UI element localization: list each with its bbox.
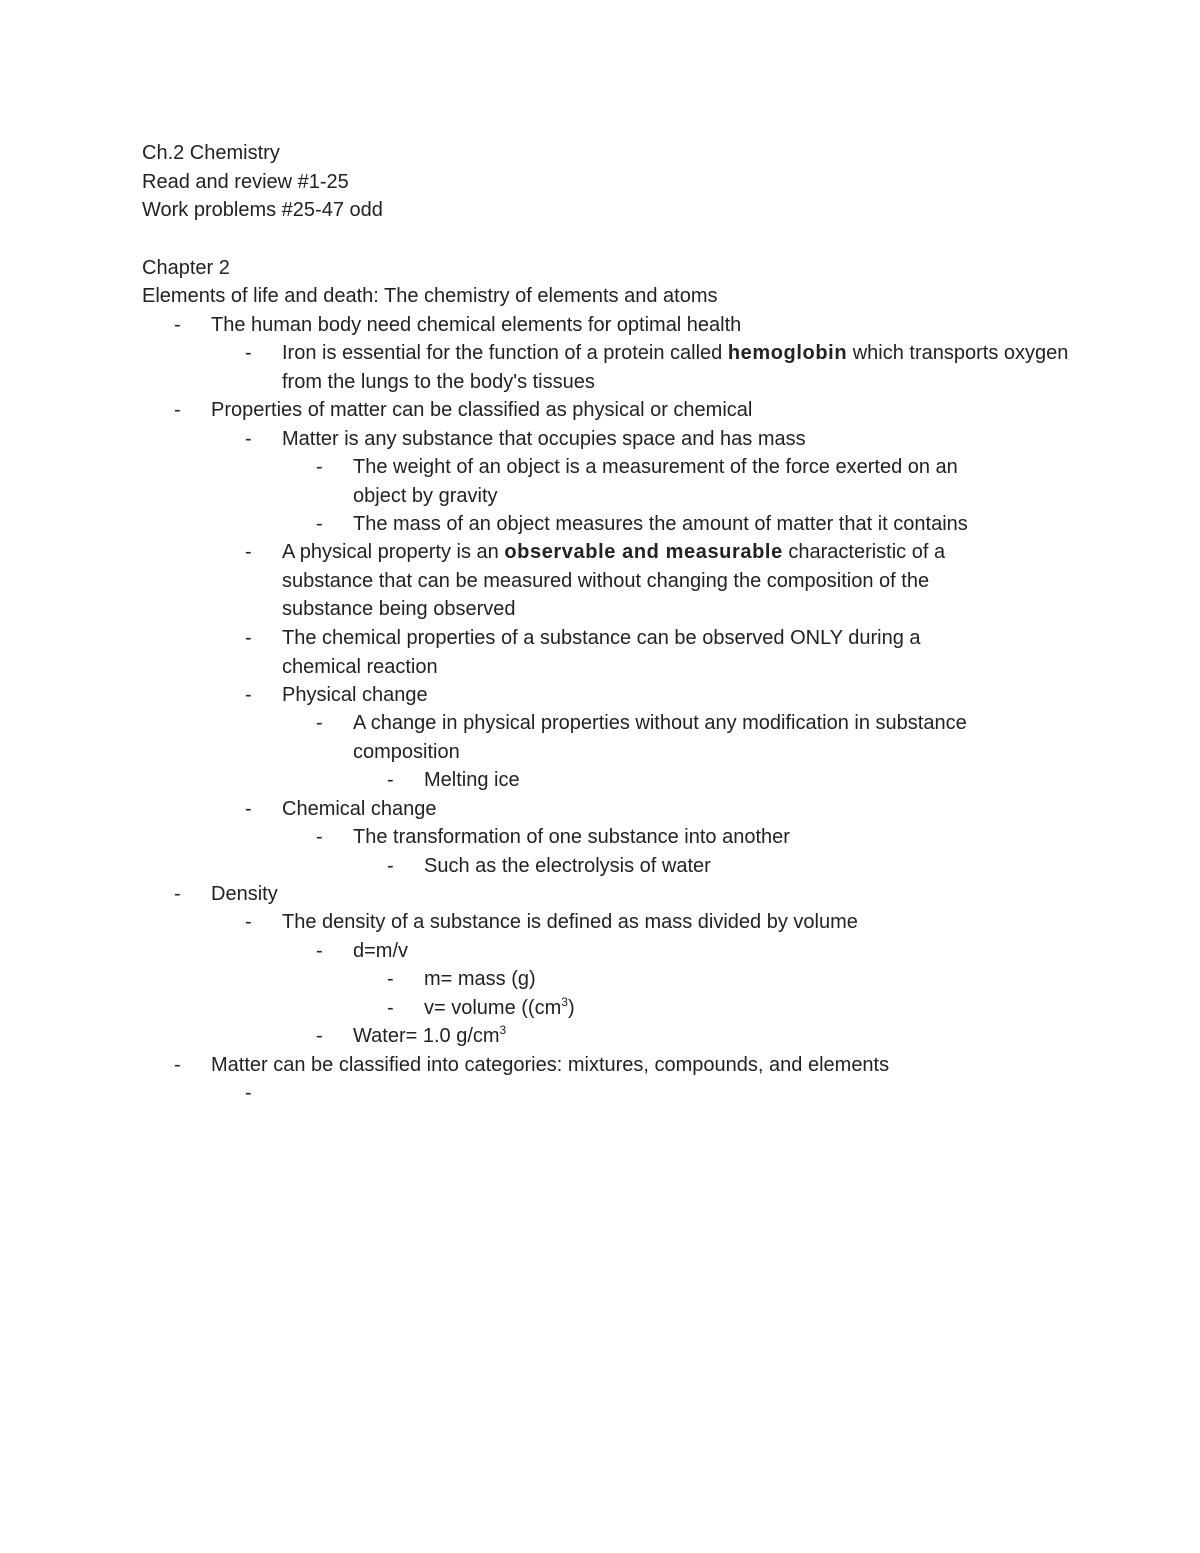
bold-term: hemoglobin — [727, 342, 848, 364]
note-item — [282, 339, 1072, 396]
note-item: Properties of matter can be classified as physical or chemical — [211, 399, 753, 421]
bullet-marker: - — [316, 712, 323, 734]
bullet-marker: - — [245, 627, 252, 649]
note-text: Water= 1.0 g/cm — [353, 1025, 500, 1047]
note-item — [353, 1022, 953, 1051]
bullet-marker: - — [387, 968, 394, 990]
note-item — [424, 994, 1024, 1023]
superscript: 3 — [561, 995, 568, 1009]
bullet-marker: - — [245, 798, 252, 820]
bullet-marker: - — [387, 997, 394, 1019]
doc-title: Ch.2 Chemistry — [142, 142, 280, 164]
bullet-marker: - — [387, 769, 394, 791]
note-item: The transformation of one substance into another — [353, 826, 790, 848]
note-item: Chemical change — [282, 798, 437, 820]
note-item — [282, 538, 992, 624]
note-text: ) — [567, 997, 575, 1019]
note-item: d=m/v — [353, 940, 409, 962]
note-text: Iron is essential for the function of a protein called — [282, 342, 728, 364]
bullet-marker: - — [174, 399, 181, 421]
reading-assignment: Read and review #1-25 — [142, 171, 349, 193]
bullet-marker: - — [174, 1054, 181, 1076]
note-item: The density of a substance is defined as mass divided by volume — [282, 911, 858, 933]
bullet-marker: - — [316, 940, 323, 962]
note-text: characteristic of a substance that can be measured without changing the composition of the substance being observed — [282, 541, 946, 620]
bullet-marker: - — [174, 314, 181, 336]
bullet-marker: - — [245, 911, 252, 933]
bullet-marker: - — [316, 826, 323, 848]
bullet-marker: - — [245, 428, 252, 450]
note-item: Physical change — [282, 684, 428, 706]
note-item: Melting ice — [424, 769, 520, 791]
note-item: The mass of an object measures the amount of matter that it contains — [353, 513, 968, 535]
note-item: A change in physical properties without any modification in substance composition — [353, 712, 967, 763]
note-item: Matter is any substance that occupies space and has mass — [282, 428, 806, 450]
bullet-marker: - — [245, 684, 252, 706]
bullet-marker: - — [245, 541, 252, 563]
chapter-subtitle: Elements of life and death: The chemistry of elements and atoms — [142, 285, 718, 307]
bullet-marker: - — [387, 855, 394, 877]
superscript: 3 — [499, 1023, 507, 1037]
bullet-marker: - — [316, 456, 323, 478]
bullet-marker: - — [174, 883, 181, 905]
note-item: The chemical properties of a substance can be observed ONLY during a chemical reaction — [282, 627, 921, 678]
bullet-marker: - — [245, 342, 252, 364]
note-text: which transports oxygen from the lungs to the body's tissues — [282, 342, 1069, 393]
bullet-marker: - — [316, 1025, 323, 1047]
note-item: The weight of an object is a measurement of the force exerted on an object by gravity — [353, 456, 958, 507]
problem-assignment: Work problems #25-47 odd — [142, 199, 383, 221]
bullet-marker: - — [316, 513, 323, 535]
note-item: Such as the electrolysis of water — [424, 855, 711, 877]
bullet-marker: - — [245, 1082, 252, 1104]
bold-term: observable and measurable — [504, 541, 783, 563]
note-item: m= mass (g) — [424, 968, 536, 990]
note-text: A physical property is an — [282, 541, 505, 563]
chapter-heading: Chapter 2 — [142, 257, 230, 279]
note-item: Matter can be classified into categories: mixtures, compounds, and elements — [211, 1054, 890, 1076]
note-text: v= volume ((cm — [424, 997, 562, 1019]
note-item: Density — [211, 883, 278, 905]
note-item: The human body need chemical elements for optimal health — [211, 314, 742, 336]
